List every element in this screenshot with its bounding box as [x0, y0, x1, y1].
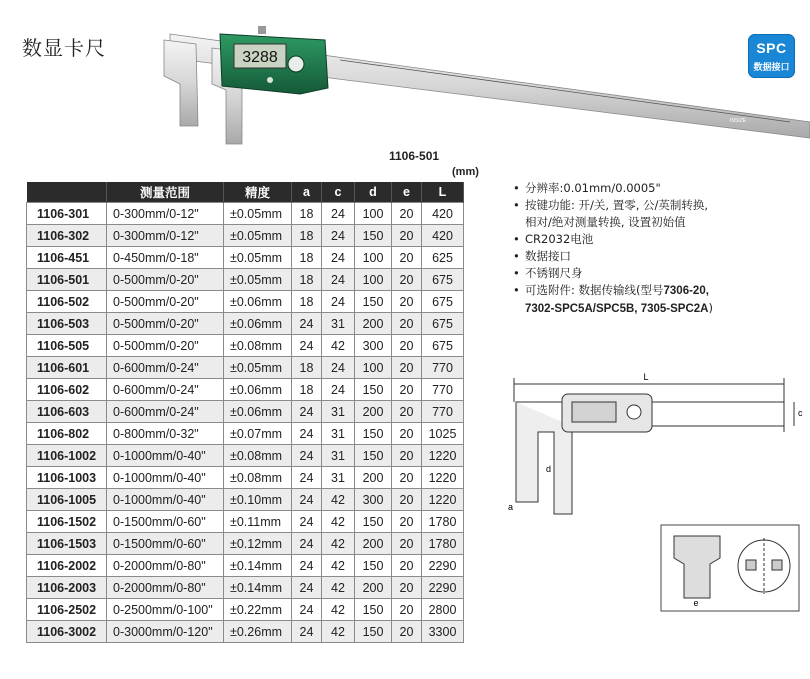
cell-range: 0-300mm/0-12" — [107, 203, 224, 225]
cell-d: 200 — [355, 533, 392, 555]
cell-accuracy: ±0.22mm — [224, 599, 292, 621]
cell-range: 0-600mm/0-24" — [107, 379, 224, 401]
cell-a: 24 — [292, 467, 322, 489]
table-row — [27, 401, 464, 423]
cell-L: 1220 — [422, 489, 464, 511]
cell-model: 1106-1002 — [27, 445, 107, 467]
table-row — [27, 379, 464, 401]
cell-L: 2290 — [422, 555, 464, 577]
cell-model: 1106-1003 — [27, 467, 107, 489]
cell-model: 1106-3002 — [27, 621, 107, 643]
cell-range: 0-600mm/0-24" — [107, 357, 224, 379]
cell-accuracy: ±0.14mm — [224, 555, 292, 577]
cell-e: 20 — [392, 269, 422, 291]
cell-a: 24 — [292, 533, 322, 555]
cell-d: 150 — [355, 291, 392, 313]
cell-e: 20 — [392, 555, 422, 577]
cell-model: 1106-502 — [27, 291, 107, 313]
brand-logo-icon — [288, 56, 304, 72]
table-row — [27, 247, 464, 269]
cell-accuracy: ±0.08mm — [224, 467, 292, 489]
feature-port: • 数据接口 — [513, 248, 713, 265]
table-row — [27, 511, 464, 533]
model-label: 1106-501 — [389, 149, 440, 163]
cell-range: 0-3000mm/0-120" — [107, 621, 224, 643]
cell-model: 1106-802 — [27, 423, 107, 445]
table-row — [27, 291, 464, 313]
cell-L: 3300 — [422, 621, 464, 643]
cell-a: 18 — [292, 269, 322, 291]
cell-model: 1106-1503 — [27, 533, 107, 555]
cell-range: 0-450mm/0-18" — [107, 247, 224, 269]
cell-L: 2290 — [422, 577, 464, 599]
cell-model: 1106-451 — [27, 247, 107, 269]
header-L: L — [422, 182, 464, 203]
cell-c: 42 — [322, 599, 355, 621]
cell-c: 24 — [322, 247, 355, 269]
cell-c: 24 — [322, 203, 355, 225]
feature-cable-suffix: ) — [708, 301, 713, 315]
cell-accuracy: ±0.05mm — [224, 357, 292, 379]
cell-e: 20 — [392, 599, 422, 621]
cell-L: 1780 — [422, 533, 464, 555]
dim-e: e — [693, 598, 699, 608]
cell-accuracy: ±0.06mm — [224, 291, 292, 313]
cell-e: 20 — [392, 467, 422, 489]
cell-L: 1780 — [422, 511, 464, 533]
cell-a: 18 — [292, 291, 322, 313]
cell-accuracy: ±0.08mm — [224, 445, 292, 467]
cell-e: 20 — [392, 489, 422, 511]
cell-d: 100 — [355, 247, 392, 269]
table-row — [27, 533, 464, 555]
cell-c: 24 — [322, 291, 355, 313]
brand-mark: INSIZE — [730, 118, 747, 124]
cell-a: 18 — [292, 357, 322, 379]
feature-cable-cont — [513, 300, 713, 318]
cell-L: 675 — [422, 313, 464, 335]
cell-accuracy: ±0.06mm — [224, 379, 292, 401]
cell-L: 675 — [422, 291, 464, 313]
page-title: 数显卡尺 — [22, 36, 106, 60]
cell-e: 20 — [392, 423, 422, 445]
cell-d: 200 — [355, 401, 392, 423]
cell-d: 100 — [355, 203, 392, 225]
cell-a: 24 — [292, 401, 322, 423]
table-row — [27, 621, 464, 643]
cell-c: 31 — [322, 445, 355, 467]
cell-d: 150 — [355, 379, 392, 401]
cell-c: 24 — [322, 357, 355, 379]
cell-e: 20 — [392, 445, 422, 467]
cell-a: 24 — [292, 445, 322, 467]
feature-body: • 不锈钢尺身 — [513, 265, 713, 282]
jaw-detail-drawing — [660, 524, 800, 612]
cell-model: 1106-1005 — [27, 489, 107, 511]
cell-c: 24 — [322, 225, 355, 247]
cell-d: 100 — [355, 357, 392, 379]
table-row — [27, 467, 464, 489]
cell-L: 420 — [422, 225, 464, 247]
cell-a: 24 — [292, 577, 322, 599]
cell-accuracy: ±0.11mm — [224, 511, 292, 533]
table-row — [27, 489, 464, 511]
cell-c: 31 — [322, 423, 355, 445]
fixed-jaw — [164, 40, 198, 126]
cell-a: 18 — [292, 225, 322, 247]
cell-L: 1220 — [422, 467, 464, 489]
table-row — [27, 335, 464, 357]
cell-e: 20 — [392, 533, 422, 555]
dim-d: d — [546, 464, 552, 474]
feature-cable-models: 7302-SPC5A/SPC5B, 7305-SPC2A — [525, 303, 709, 315]
cell-range: 0-1000mm/0-40" — [107, 445, 224, 467]
cell-range: 0-1000mm/0-40" — [107, 489, 224, 511]
cell-d: 150 — [355, 511, 392, 533]
cell-a: 24 — [292, 489, 322, 511]
cell-c: 31 — [322, 401, 355, 423]
cell-range: 0-2000mm/0-80" — [107, 577, 224, 599]
cell-e: 20 — [392, 401, 422, 423]
header-accuracy: 精度 — [224, 182, 292, 203]
dim-a: a — [508, 502, 514, 512]
cell-c: 31 — [322, 313, 355, 335]
cell-d: 150 — [355, 555, 392, 577]
cell-c: 24 — [322, 379, 355, 401]
cell-e: 20 — [392, 203, 422, 225]
feature-cable — [513, 282, 713, 300]
scale-ticks — [340, 60, 790, 122]
cell-model: 1106-1502 — [27, 511, 107, 533]
cell-a: 24 — [292, 555, 322, 577]
cell-e: 20 — [392, 247, 422, 269]
cell-range: 0-500mm/0-20" — [107, 313, 224, 335]
cell-model: 1106-601 — [27, 357, 107, 379]
cell-L: 625 — [422, 247, 464, 269]
cell-d: 200 — [355, 577, 392, 599]
table-row — [27, 313, 464, 335]
cell-L: 2800 — [422, 599, 464, 621]
cell-L: 770 — [422, 357, 464, 379]
cell-accuracy: ±0.26mm — [224, 621, 292, 643]
cell-model: 1106-602 — [27, 379, 107, 401]
cell-accuracy: ±0.06mm — [224, 313, 292, 335]
cell-a: 24 — [292, 621, 322, 643]
header-d: d — [355, 182, 392, 203]
cell-range: 0-500mm/0-20" — [107, 291, 224, 313]
cell-c: 42 — [322, 555, 355, 577]
cell-c: 42 — [322, 577, 355, 599]
cell-c: 31 — [322, 467, 355, 489]
cell-L: 420 — [422, 203, 464, 225]
cell-model: 1106-505 — [27, 335, 107, 357]
cell-accuracy: ±0.08mm — [224, 335, 292, 357]
cell-d: 150 — [355, 445, 392, 467]
cell-a: 18 — [292, 379, 322, 401]
spec-table — [26, 182, 464, 643]
table-row — [27, 225, 464, 247]
cell-accuracy: ±0.05mm — [224, 269, 292, 291]
table-row — [27, 577, 464, 599]
cell-range: 0-300mm/0-12" — [107, 225, 224, 247]
cell-model: 1106-301 — [27, 203, 107, 225]
cell-range: 0-800mm/0-32" — [107, 423, 224, 445]
cell-d: 300 — [355, 335, 392, 357]
table-header-row — [27, 182, 464, 203]
feature-cable-model: 7306-20, — [663, 285, 709, 297]
digital-caliper-illustration — [150, 14, 810, 152]
cell-L: 770 — [422, 379, 464, 401]
cell-d: 300 — [355, 489, 392, 511]
cell-e: 20 — [392, 511, 422, 533]
cell-range: 0-1000mm/0-40" — [107, 467, 224, 489]
cell-d: 150 — [355, 599, 392, 621]
cell-d: 100 — [355, 269, 392, 291]
cell-a: 18 — [292, 247, 322, 269]
header-range: 测量范围 — [107, 182, 224, 203]
cell-range: 0-500mm/0-20" — [107, 335, 224, 357]
lock-screw-icon — [258, 26, 266, 34]
cell-model: 1106-302 — [27, 225, 107, 247]
cell-c: 42 — [322, 621, 355, 643]
cell-a: 24 — [292, 423, 322, 445]
cell-e: 20 — [392, 621, 422, 643]
cell-e: 20 — [392, 357, 422, 379]
cell-d: 150 — [355, 225, 392, 247]
cell-a: 24 — [292, 599, 322, 621]
cell-c: 42 — [322, 489, 355, 511]
cell-L: 675 — [422, 335, 464, 357]
feature-buttons-cont: 相对/绝对测量转换, 设置初始值 — [525, 215, 686, 229]
cell-e: 20 — [392, 225, 422, 247]
cell-d: 200 — [355, 467, 392, 489]
cell-c: 42 — [322, 533, 355, 555]
cell-d: 200 — [355, 313, 392, 335]
cell-range: 0-2500mm/0-100" — [107, 599, 224, 621]
cell-L: 675 — [422, 269, 464, 291]
cell-e: 20 — [392, 577, 422, 599]
cell-a: 18 — [292, 203, 322, 225]
header-model — [27, 182, 107, 203]
cell-a: 24 — [292, 511, 322, 533]
cell-c: 42 — [322, 511, 355, 533]
table-row — [27, 445, 464, 467]
cell-model: 1106-501 — [27, 269, 107, 291]
cell-accuracy: ±0.07mm — [224, 423, 292, 445]
cell-range: 0-600mm/0-24" — [107, 401, 224, 423]
button-icon — [267, 77, 273, 83]
cell-L: 1025 — [422, 423, 464, 445]
cell-accuracy: ±0.06mm — [224, 401, 292, 423]
cell-range: 0-1500mm/0-60" — [107, 511, 224, 533]
cell-accuracy: ±0.05mm — [224, 203, 292, 225]
table-row — [27, 555, 464, 577]
feature-cable-prefix: 可选附件: 数据传输线(型号 — [525, 283, 664, 297]
cell-model: 1106-503 — [27, 313, 107, 335]
cell-d: 150 — [355, 423, 392, 445]
feature-list — [513, 180, 713, 318]
cell-e: 20 — [392, 335, 422, 357]
cell-e: 20 — [392, 291, 422, 313]
table-row — [27, 423, 464, 445]
cell-c: 24 — [322, 269, 355, 291]
cell-d: 150 — [355, 621, 392, 643]
cell-accuracy: ±0.05mm — [224, 225, 292, 247]
header-a: a — [292, 182, 322, 203]
cell-range: 0-500mm/0-20" — [107, 269, 224, 291]
header-c: c — [322, 182, 355, 203]
cell-model: 1106-603 — [27, 401, 107, 423]
table-body — [27, 203, 464, 643]
cell-accuracy: ±0.14mm — [224, 577, 292, 599]
cell-L: 770 — [422, 401, 464, 423]
dim-c: c — [798, 408, 803, 418]
dimension-drawing — [506, 372, 802, 522]
cell-e: 20 — [392, 379, 422, 401]
feature-resolution: • 分辨率:0.01mm/0.0005" — [513, 180, 713, 197]
header-e: e — [392, 182, 422, 203]
table-row — [27, 203, 464, 225]
table-row — [27, 599, 464, 621]
cell-e: 20 — [392, 313, 422, 335]
cell-a: 24 — [292, 313, 322, 335]
cell-L: 1220 — [422, 445, 464, 467]
table-row — [27, 269, 464, 291]
cell-model: 1106-2002 — [27, 555, 107, 577]
cell-c: 42 — [322, 335, 355, 357]
table-row — [27, 357, 464, 379]
cell-model: 1106-2502 — [27, 599, 107, 621]
cell-range: 0-2000mm/0-80" — [107, 555, 224, 577]
feature-buttons: • 按键功能: 开/关, 置零, 公/英制转换, — [513, 197, 713, 214]
cell-a: 24 — [292, 335, 322, 357]
lcd-reading: 3288 — [242, 49, 278, 66]
spc-badge-title: SPC — [756, 40, 787, 56]
spc-badge-subtitle: 数据接口 — [753, 63, 790, 73]
cell-accuracy: ±0.12mm — [224, 533, 292, 555]
cell-accuracy: ±0.10mm — [224, 489, 292, 511]
cell-accuracy: ±0.05mm — [224, 247, 292, 269]
dim-L: L — [643, 372, 649, 382]
cell-model: 1106-2003 — [27, 577, 107, 599]
unit-label: (mm) — [452, 166, 479, 178]
feature-battery: • CR2032电池 — [513, 231, 713, 248]
cell-range: 0-1500mm/0-60" — [107, 533, 224, 555]
